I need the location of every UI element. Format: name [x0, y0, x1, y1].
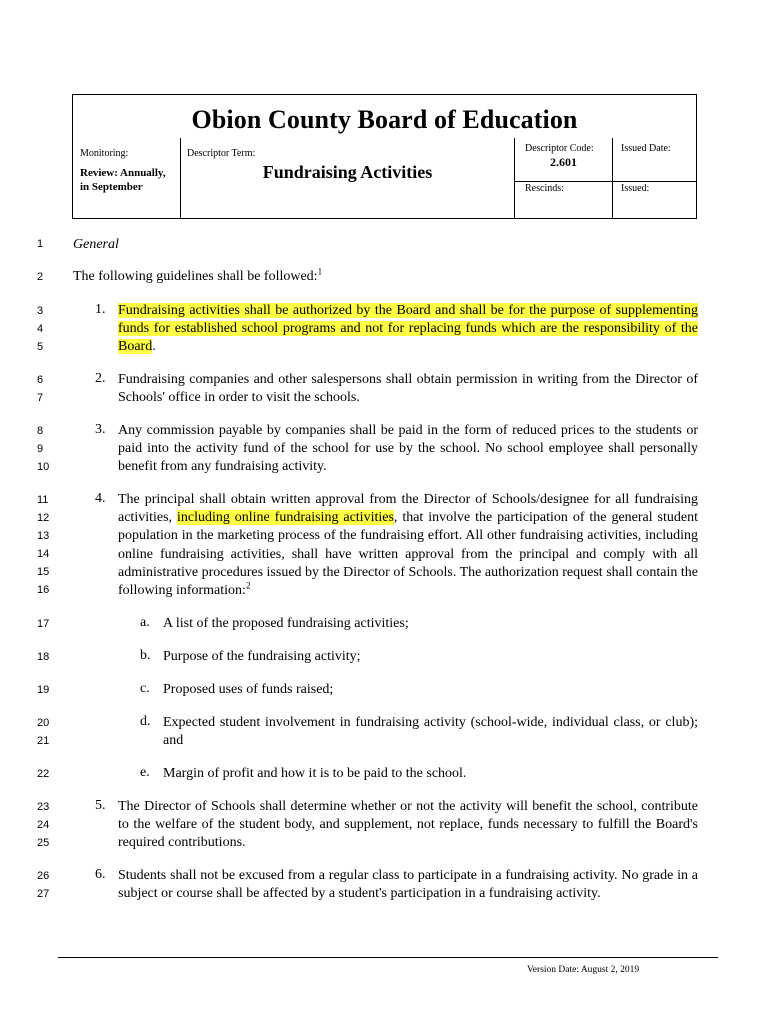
line-number: 13	[37, 530, 50, 542]
item-number: 5.	[95, 798, 106, 813]
sub-list-item: A list of the proposed fundraising activities;	[163, 616, 409, 631]
highlighted-text: Fundraising activities shall be authorized by the Board and shall be for the purpose of supplementing funds for established school programs and not for replacing funds which are the responsibility of the Board	[118, 303, 698, 355]
line-number: 18	[37, 651, 50, 663]
line-number: 27	[37, 888, 50, 900]
descriptor-term: Fundraising Activities	[262, 162, 433, 182]
code-row-divider	[514, 181, 696, 182]
item-text: The principal shall obtain written approval from the Director of Schools/designee for all fundraising activities,	[118, 492, 698, 526]
list-item	[118, 491, 698, 600]
line-number: 7	[37, 392, 44, 404]
list-item: The Director of Schools shall determine whether or not the activity will benefit the school, contribute to the welfare of the student body, and supplement, not replace, funds necessary to fulfill the Board's required contributions.	[118, 799, 698, 851]
rescinds-label: Rescinds:	[525, 183, 564, 194]
footnote-ref-1: 1	[317, 266, 323, 277]
sub-list-item: Margin of profit and how it is to be paid to the school.	[163, 766, 467, 781]
line-number: 19	[37, 684, 50, 696]
item-number: 4.	[95, 491, 106, 506]
line-number: 21	[37, 735, 50, 747]
sub-list-item: Proposed uses of funds raised;	[163, 682, 334, 697]
col-divider-3	[612, 138, 613, 218]
monitoring-label: Monitoring:	[80, 148, 129, 159]
line-number: 3	[37, 305, 44, 317]
line-number: 9	[37, 443, 44, 455]
line-number: 22	[37, 768, 50, 780]
descriptor-code: 2.601	[550, 155, 577, 169]
descriptor-term-label: Descriptor Term:	[187, 148, 256, 159]
list-item: Students shall not be excused from a regular class to participate in a fundraising activity. No grade in a subject or course shall be affected by a student's participation in a fundraising activity.	[118, 868, 698, 902]
line-number: 26	[37, 870, 50, 882]
item-number: 2.	[95, 371, 106, 386]
line-number: 25	[37, 837, 50, 849]
line-number: 6	[37, 374, 44, 386]
subitem-letter: b.	[140, 648, 151, 663]
item-tail: .	[152, 339, 156, 355]
line-number: 16	[37, 584, 50, 596]
intro-paragraph	[73, 268, 322, 286]
line-number: 24	[37, 819, 50, 831]
footnote-ref-2: 2	[245, 580, 251, 591]
line-number: 14	[37, 548, 50, 560]
subitem-letter: a.	[140, 615, 150, 630]
subitem-letter: e.	[140, 765, 150, 780]
policy-header-table	[72, 94, 697, 219]
subitem-letter: d.	[140, 714, 151, 729]
highlighted-text: including online fundraising activities	[176, 510, 394, 526]
intro-text: The following guidelines shall be followed:	[73, 269, 318, 284]
item-number: 3.	[95, 422, 106, 437]
version-date: Version Date: August 2, 2019	[527, 965, 640, 975]
board-title: Obion County Board of Education	[191, 105, 578, 134]
list-item: Any commission payable by companies shall be paid in the form of reduced prices to the students or paid into the activity fund of the school for use by the school. No school employee shall personally benefit from any fundraising activity.	[118, 423, 698, 475]
line-number: 11	[37, 494, 49, 506]
item-text: , that involve the participation of the general student population in the marketing process of the fundraising effort. All other fundraising activities, including online fundraising activities, shall have written approval from the principal and comply with all administrative procedures issued by the Director of Schools. The authorization request shall contain the following information:	[118, 510, 698, 599]
line-number: 5	[37, 341, 44, 353]
line-number: 12	[37, 512, 50, 524]
footer-divider	[58, 957, 718, 958]
section-heading: General	[73, 237, 119, 252]
item-number: 1.	[95, 302, 106, 317]
monitoring-value-line2: in September	[80, 181, 143, 193]
list-item	[118, 302, 698, 357]
line-number: 20	[37, 717, 50, 729]
line-number: 10	[37, 461, 50, 473]
issued-label: Issued:	[621, 183, 650, 194]
sub-list-item: Purpose of the fundraising activity;	[163, 649, 361, 664]
col-divider-2	[514, 138, 515, 218]
line-number: 2	[37, 271, 44, 283]
line-number: 4	[37, 323, 44, 335]
issued-date-label: Issued Date:	[621, 143, 671, 154]
line-number: 17	[37, 618, 50, 630]
descriptor-code-label: Descriptor Code:	[525, 143, 594, 154]
line-number: 1	[37, 238, 44, 250]
list-item: Fundraising companies and other salespersons shall obtain permission in writing from the Director of Schools' office in order to visit the schools.	[118, 372, 698, 406]
monitoring-value-line1: Review: Annually,	[80, 167, 166, 179]
subitem-letter: c.	[140, 681, 150, 696]
line-number: 23	[37, 801, 50, 813]
line-number: 15	[37, 566, 50, 578]
sub-list-item: Expected student involvement in fundraising activity (school-wide, individual class, or club); and	[163, 715, 698, 749]
line-number: 8	[37, 425, 44, 437]
item-number: 6.	[95, 867, 106, 882]
